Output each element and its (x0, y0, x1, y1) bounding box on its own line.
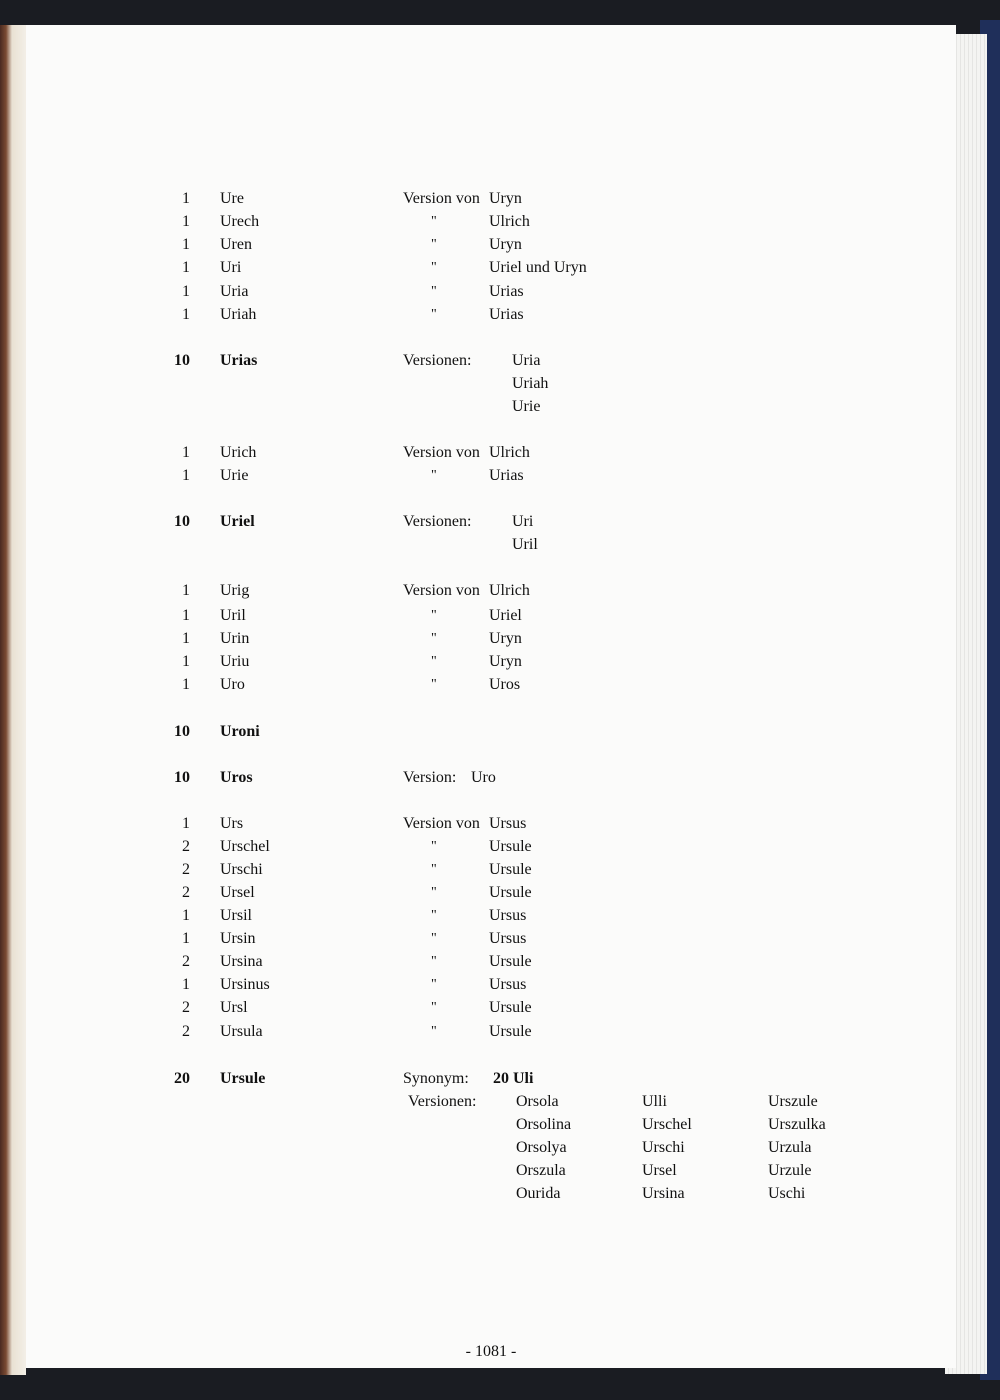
entry-reference: Uryn (489, 630, 522, 647)
entry-reference: 20 Uli (493, 1070, 534, 1087)
ditto-mark: " (431, 237, 437, 252)
index-entry (26, 767, 926, 789)
entry-name: Urin (220, 630, 250, 647)
entry-name: Uros (220, 769, 253, 786)
entry-reference: Ulrich (489, 213, 530, 230)
version-name: Orsolya (516, 1139, 567, 1156)
ditto-mark: " (431, 908, 437, 923)
index-entry (26, 281, 926, 303)
entry-reference: Urias (489, 467, 524, 484)
entry-reference: Uril (512, 536, 538, 553)
entry-name: Ursl (220, 999, 248, 1016)
version-name: Urszulka (768, 1116, 826, 1133)
entry-relation-label: Versionen: (403, 513, 472, 530)
version-name: Urzule (768, 1162, 812, 1179)
entry-count: 1 (182, 676, 190, 693)
entry-count: 1 (182, 306, 190, 323)
entry-reference: Uros (489, 676, 521, 693)
index-entry (26, 997, 926, 1019)
ditto-mark: " (431, 839, 437, 854)
entry-name: Urschi (220, 861, 263, 878)
book-page (26, 25, 956, 1368)
entry-count: 1 (182, 907, 190, 924)
entry-reference: Uri (512, 513, 534, 530)
entry-reference: Ursus (489, 907, 527, 924)
versions-label: Versionen: (408, 1093, 477, 1110)
entry-count: 2 (182, 1023, 190, 1040)
entry-count: 2 (182, 861, 190, 878)
index-entry (26, 974, 926, 996)
index-entry (26, 188, 926, 210)
entry-count: 2 (182, 884, 190, 901)
entry-reference: Uriel (489, 607, 522, 624)
entry-name: Urs (220, 815, 244, 832)
entry-count: 20 (174, 1070, 190, 1087)
index-entry (26, 813, 926, 835)
index-entry (26, 211, 926, 233)
entry-count: 1 (182, 236, 190, 253)
entry-count: 1 (182, 582, 190, 599)
entry-count: 1 (182, 630, 190, 647)
entry-count: 1 (182, 213, 190, 230)
entry-name: Ursula (220, 1023, 263, 1040)
index-entry (26, 605, 926, 627)
entry-relation-label: Version: (403, 769, 457, 786)
entry-relation-label: Version von (403, 815, 480, 832)
entry-reference: Ursus (489, 815, 527, 832)
entry-reference: Ursule (489, 861, 532, 878)
version-name: Ulli (642, 1093, 667, 1110)
ditto-mark: " (431, 631, 437, 646)
entry-name: Ursinus (220, 976, 270, 993)
entry-name: Uriah (220, 306, 257, 323)
entry-name: Urie (220, 467, 249, 484)
entry-count: 10 (174, 513, 190, 530)
book-edge-left (0, 25, 26, 1375)
entry-name: Ursina (220, 953, 263, 970)
index-entry (26, 442, 926, 464)
index-entry (26, 350, 926, 415)
entry-name: Urig (220, 582, 250, 599)
index-entry (26, 859, 926, 881)
ditto-mark: " (431, 1000, 437, 1015)
version-name: Orsola (516, 1093, 559, 1110)
ditto-mark: " (431, 954, 437, 969)
entry-count: 10 (174, 723, 190, 740)
index-entry (26, 905, 926, 927)
version-name: Orszula (516, 1162, 566, 1179)
entry-relation-label: Version von (403, 190, 480, 207)
index-entry (26, 580, 926, 602)
entry-reference: Urie (512, 398, 541, 415)
ditto-mark: " (431, 677, 437, 692)
entry-name: Uria (220, 283, 249, 300)
entry-reference: Uriah (512, 375, 549, 392)
ditto-mark: " (431, 608, 437, 623)
index-entry (26, 465, 926, 487)
entry-reference: Uryn (489, 190, 522, 207)
index-entry (26, 836, 926, 858)
ditto-mark: " (431, 284, 437, 299)
version-name: Ursina (642, 1185, 685, 1202)
entry-name: Uriu (220, 653, 250, 670)
entry-name: Uril (220, 607, 246, 624)
ditto-mark: " (431, 260, 437, 275)
entry-name: Ursil (220, 907, 252, 924)
entry-count: 1 (182, 815, 190, 832)
entry-relation-label: Version von (403, 444, 480, 461)
index-entry (26, 628, 926, 650)
entry-name: Uren (220, 236, 252, 253)
ditto-mark: " (431, 931, 437, 946)
ditto-mark: " (431, 468, 437, 483)
entry-count: 1 (182, 283, 190, 300)
index-entry (26, 1068, 926, 1090)
index-entry (26, 257, 926, 279)
entry-reference: Ulrich (489, 582, 530, 599)
ditto-mark: " (431, 1024, 437, 1039)
version-name: Urschel (642, 1116, 692, 1133)
entry-count: 1 (182, 930, 190, 947)
entry-reference: Uria (512, 352, 541, 369)
entry-name: Uri (220, 259, 242, 276)
entry-reference: Ursule (489, 838, 532, 855)
entry-name: Ursel (220, 884, 255, 901)
index-entry (26, 928, 926, 950)
entry-name: Urich (220, 444, 257, 461)
ditto-mark: " (431, 307, 437, 322)
index-entry (26, 721, 926, 743)
entry-count: 10 (174, 352, 190, 369)
entry-reference: Urias (489, 283, 524, 300)
entry-reference: Ulrich (489, 444, 530, 461)
ditto-mark: " (431, 214, 437, 229)
entry-name: Ure (220, 190, 244, 207)
index-entry (26, 1021, 926, 1043)
entry-count: 1 (182, 190, 190, 207)
entry-reference: Ursus (489, 930, 527, 947)
version-name: Orsolina (516, 1116, 572, 1133)
entry-reference: Ursule (489, 953, 532, 970)
ditto-mark: " (431, 885, 437, 900)
page-number: - 1081 - (465, 1343, 517, 1360)
version-name: Ourida (516, 1185, 561, 1202)
entry-name: Uroni (220, 723, 260, 740)
entry-count: 1 (182, 444, 190, 461)
entry-reference: Urias (489, 306, 524, 323)
version-name: Uschi (768, 1185, 806, 1202)
ditto-mark: " (431, 862, 437, 877)
entry-reference: Uryn (489, 236, 522, 253)
entry-reference: Uryn (489, 653, 522, 670)
index-entry (26, 882, 926, 904)
entry-name: Ursin (220, 930, 256, 947)
entry-name: Urech (220, 213, 260, 230)
ditto-mark: " (431, 977, 437, 992)
entry-count: 1 (182, 467, 190, 484)
index-entry (26, 304, 926, 326)
entry-reference: Ursule (489, 884, 532, 901)
entry-count: 2 (182, 838, 190, 855)
entry-count: 2 (182, 953, 190, 970)
entry-name: Urschel (220, 838, 270, 855)
entry-reference: Ursus (489, 976, 527, 993)
version-name: Ursel (642, 1162, 677, 1179)
entry-count: 2 (182, 999, 190, 1016)
entry-count: 1 (182, 653, 190, 670)
entry-reference: Ursule (489, 999, 532, 1016)
entry-reference: Uro (471, 769, 496, 786)
entry-reference: Uriel und Uryn (489, 259, 587, 276)
entry-relation-label: Versionen: (403, 352, 472, 369)
version-name: Urszule (768, 1093, 818, 1110)
entry-name: Urias (220, 352, 258, 369)
entry-count: 1 (182, 976, 190, 993)
entry-relation-label: Synonym: (403, 1070, 469, 1087)
version-name: Urschi (642, 1139, 685, 1156)
index-entry (26, 234, 926, 256)
entry-count: 1 (182, 607, 190, 624)
entry-count: 1 (182, 259, 190, 276)
entry-name: Uro (220, 676, 245, 693)
entry-reference: Ursule (489, 1023, 532, 1040)
index-entry (26, 511, 926, 553)
index-entry (26, 951, 926, 973)
entry-count: 10 (174, 769, 190, 786)
entry-name: Ursule (220, 1070, 266, 1087)
version-name: Urzula (768, 1139, 812, 1156)
entry-relation-label: Version von (403, 582, 480, 599)
index-entry (26, 674, 926, 696)
entry-name: Uriel (220, 513, 255, 530)
ditto-mark: " (431, 654, 437, 669)
index-entry (26, 651, 926, 673)
